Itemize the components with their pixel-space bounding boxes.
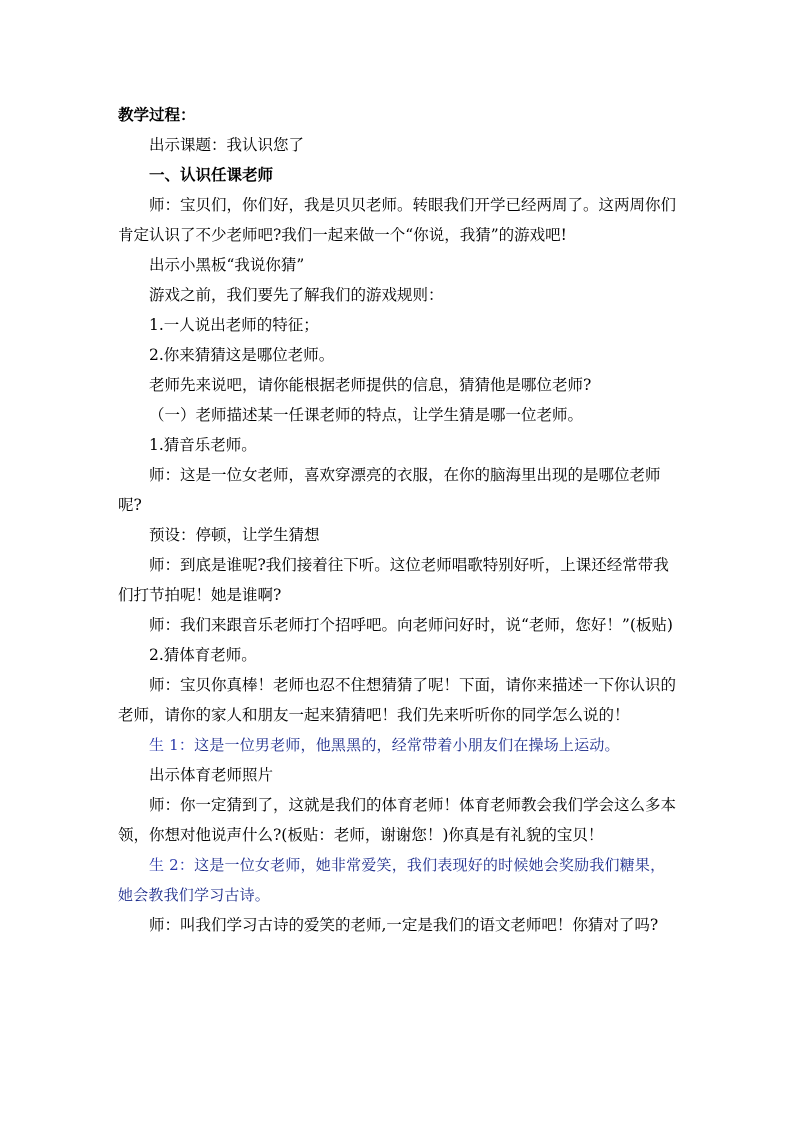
paragraph: 老师先来说吧，请你能根据老师提供的信息，猜猜他是哪位老师?: [149, 376, 592, 394]
section-heading: 教学过程：: [118, 105, 196, 124]
document-body: [118, 100, 678, 940]
paragraph: 师：到底是谁呢?我们接着往下听。这位老师唱歌特别好听，上课还经常带我们打节拍呢！她是谁啊?: [118, 556, 669, 604]
paragraph: 师：你一定猜到了，这就是我们的体育老师！体育老师教会我们学会这么多本领，你想对他说声什么?(板贴：老师，谢谢您！)你真是有礼貌的宝贝！: [118, 796, 677, 844]
numbered-heading: 2.猜体育老师。: [149, 646, 257, 664]
paragraph: 预设：停顿，让学生猜想: [149, 526, 320, 544]
paragraph: 师：叫我们学习古诗的爱笑的老师,一定是我们的语文老师吧！你猜对了吗?: [149, 916, 659, 934]
rule-item: 1.一人说出老师的特征；: [149, 316, 319, 334]
paragraph: （一）老师描述某一任课老师的特点，让学生猜是哪一位老师。: [149, 406, 584, 424]
rule-item: 2.你来猜猜这是哪位老师。: [149, 346, 335, 364]
paragraph: 师：宝贝你真棒！老师也忍不住想猜猜了呢！下面，请你来描述一下你认识的老师，请你的家人和朋友一起来猜猜吧！我们先来听听你的同学怎么说的！: [118, 676, 677, 724]
paragraph: 师：宝贝们，你们好，我是贝贝老师。转眼我们开学已经两周了。这两周你们肯定认识了不少老师吧?我们一起来做一个“你说，我猜”的游戏吧!: [118, 196, 677, 244]
student-text: 这是一位男老师，他黑黑的，经常带着小朋友们在操场上运动。: [194, 736, 620, 754]
numbered-heading: 1.猜音乐老师。: [149, 436, 257, 454]
student-quote: [118, 730, 678, 760]
paragraph: 师：我们来跟音乐老师打个招呼吧。向老师问好时，说“老师，您好！”(板贴): [149, 616, 673, 634]
student-label: 生 2：: [149, 856, 195, 874]
student-quote: [118, 850, 678, 910]
lesson-title: 出示课题：我认识您了: [149, 136, 305, 154]
student-label: 生 1：: [149, 736, 195, 754]
paragraph: 出示体育老师照片: [149, 766, 274, 784]
paragraph: 出示小黑板“我说你猜”: [149, 256, 305, 274]
subsection-heading: 一、认识任课老师: [149, 165, 274, 184]
student-text: 这是一位女老师，她非常爱笑，我们表现好的时候她会奖励我们糖果，她会教我们学习古诗。: [118, 856, 666, 904]
paragraph: 游戏之前，我们要先了解我们的游戏规则：: [149, 286, 444, 304]
paragraph: 师：这是一位女老师，喜欢穿漂亮的衣服，在你的脑海里出现的是哪位老师呢?: [118, 466, 661, 514]
